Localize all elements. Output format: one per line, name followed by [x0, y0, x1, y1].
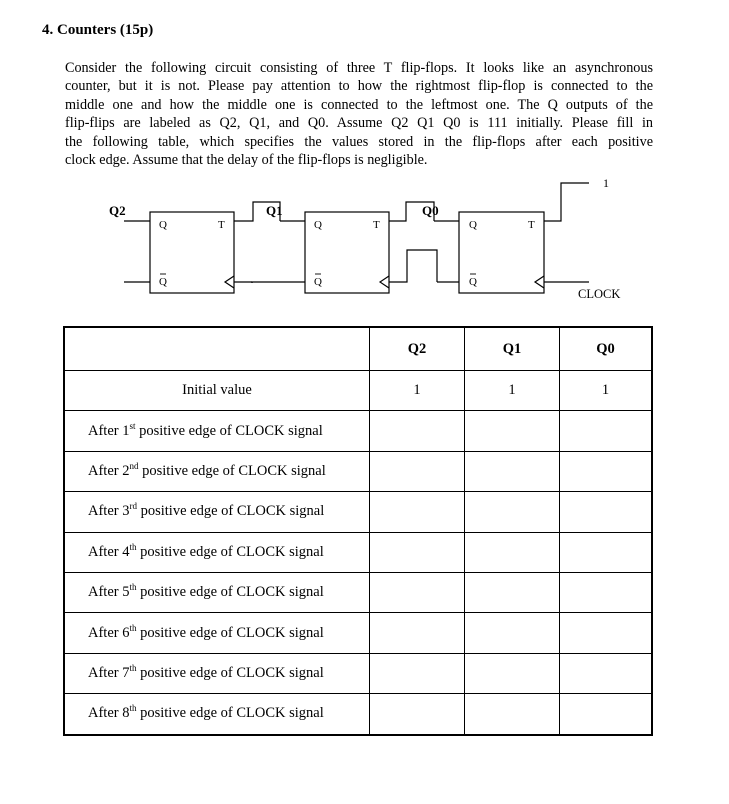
answer-cell-q1[interactable] [465, 572, 560, 612]
answer-cell-q0[interactable] [560, 653, 653, 693]
flipflop-q1-qbar-label: Q [314, 276, 322, 288]
row-label: After 7th positive edge of CLOCK signal [64, 653, 370, 693]
header-q2: Q2 [370, 327, 465, 371]
table-row [64, 694, 652, 735]
row-label: After 3rd positive edge of CLOCK signal [64, 492, 370, 532]
table-row [64, 451, 652, 491]
answer-cell-q0[interactable] [560, 532, 653, 572]
answer-cell-q1[interactable] [465, 451, 560, 491]
header-q0: Q0 [560, 327, 653, 371]
answer-cell-q0[interactable] [560, 694, 653, 735]
answer-cell-q0[interactable] [560, 613, 653, 653]
answer-cell-q2[interactable] [370, 492, 465, 532]
table-row [64, 411, 652, 451]
initial-q0: 1 [560, 371, 653, 411]
flipflop-q2-clock-icon [225, 276, 234, 288]
circuit-diagram [0, 170, 729, 310]
answer-cell-q2[interactable] [370, 694, 465, 735]
question-line: counter, but it is not. Please pay attention to how the rightmost flip-flop is connected to the [65, 78, 653, 95]
flipflop-q1-q-label: Q [314, 219, 322, 231]
flipflop-q0-t-label: T [528, 219, 535, 231]
t0-input-wire [544, 183, 589, 221]
answer-cell-q1[interactable] [465, 694, 560, 735]
question-line: flip-flips are labeled as Q2, Q1, and Q0. Assume Q2 Q1 Q0 is 111 initially. Please fill in [65, 115, 653, 132]
row-label: After 4th positive edge of CLOCK signal [64, 532, 370, 572]
row-label: After 2nd positive edge of CLOCK signal [64, 451, 370, 491]
answer-cell-q1[interactable] [465, 653, 560, 693]
answer-cell-q0[interactable] [560, 492, 653, 532]
answer-cell-q1[interactable] [465, 613, 560, 653]
question-line: clock edge. Assume that the delay of the flip-flops is negligible. [65, 152, 428, 169]
header-q1: Q1 [465, 327, 560, 371]
initial-label: Initial value [64, 371, 370, 411]
table-row-initial [64, 371, 652, 411]
answer-cell-q2[interactable] [370, 653, 465, 693]
row-label: After 8th positive edge of CLOCK signal [64, 694, 370, 735]
q1-qbar-wire [252, 282, 305, 283]
answer-cell-q2[interactable] [370, 572, 465, 612]
flipflop-q0-q-label: Q [469, 219, 477, 231]
flipflop-q0-name: Q0 [422, 203, 439, 218]
flipflop-q0-qbar-label: Q [469, 276, 477, 288]
answer-cell-q0[interactable] [560, 411, 653, 451]
clk1-wire [389, 250, 437, 282]
table-header-row [64, 327, 652, 371]
flipflop-q2-qbar-label: Q [159, 276, 167, 288]
header-blank-cell [64, 327, 370, 371]
answer-cell-q2[interactable] [370, 451, 465, 491]
flipflop-q1-t-label: T [373, 219, 380, 231]
clock-label: CLOCK [578, 287, 621, 301]
answer-cell-q2[interactable] [370, 532, 465, 572]
answer-cell-q2[interactable] [370, 411, 465, 451]
answer-cell-q0[interactable] [560, 572, 653, 612]
table-row [64, 653, 652, 693]
table-row [64, 613, 652, 653]
question-text [65, 59, 653, 169]
question-title: 4. Counters (15p) [42, 22, 154, 38]
flipflop-q0-clock-icon [535, 276, 544, 288]
constant-one-label: 1 [603, 176, 609, 190]
flipflop-q2-name: Q2 [109, 203, 126, 218]
flipflop-q1-name: Q1 [266, 203, 283, 218]
row-label: After 1st positive edge of CLOCK signal [64, 411, 370, 451]
flipflop-q1-clock-icon [380, 276, 389, 288]
question-line: the following table, which specifies the values stored in the flip-flops after each positive [65, 133, 653, 150]
flipflop-q2-t-label: T [218, 219, 225, 231]
answer-cell-q1[interactable] [465, 411, 560, 451]
row-label: After 6th positive edge of CLOCK signal [64, 613, 370, 653]
answer-cell-q0[interactable] [560, 451, 653, 491]
question-line: Consider the following circuit consisting of three T flip-flops. It looks like an asynchronous [65, 60, 653, 76]
answer-cell-q2[interactable] [370, 613, 465, 653]
row-label: After 5th positive edge of CLOCK signal [64, 572, 370, 612]
answer-cell-q1[interactable] [465, 532, 560, 572]
initial-q1: 1 [465, 371, 560, 411]
question-line: middle one and how the middle one is connected to the leftmost one. The Q outputs of the [65, 96, 653, 113]
table-row [64, 492, 652, 532]
table-row [64, 532, 652, 572]
table-row [64, 572, 652, 612]
initial-q2: 1 [370, 371, 465, 411]
answer-table [63, 326, 653, 736]
answer-cell-q1[interactable] [465, 492, 560, 532]
flipflop-q2-q-label: Q [159, 219, 167, 231]
